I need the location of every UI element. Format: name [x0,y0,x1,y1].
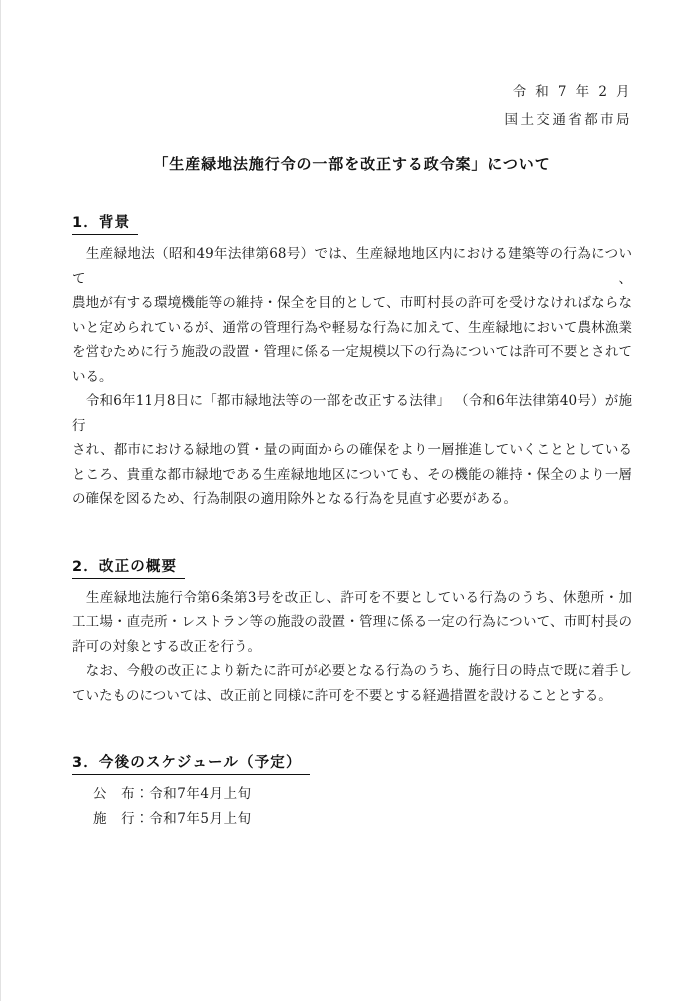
schedule-item: 公 布：令和7年4月上旬 [93,786,252,802]
paragraph-line: され、都市における緑地の質・量の両面からの確保をより一層推進していくこととしている [72,442,632,458]
section-heading-background [72,214,632,235]
section-heading-text: 3．今後のスケジュール（予定） [72,754,310,775]
page-title: 「生産緑地法施行令の一部を改正する政令案」について [153,155,551,173]
schedule-list [72,782,632,831]
paragraph [72,586,632,660]
paragraph-line: いる。 [72,368,113,385]
schedule-item: 施 行：令和7年5月上旬 [93,810,252,827]
paragraph [72,242,632,389]
section-heading-schedule [72,754,632,775]
paragraph-line: 許可の対象とする改正を行う。 [72,638,261,655]
section-amendment-overview-body [72,586,632,709]
section-heading-amendment-overview [72,558,632,579]
paragraph-line: 農地が有する環境機能等の維持・保全を目的として、市町村長の許可を受けなければならな [72,295,632,311]
section-heading-text: 2．改正の概要 [72,558,185,579]
paragraph-line: ていたものについては、改正前と同様に許可を不要とする経過措置を設けることとする。 [72,687,612,704]
paragraph-line: を営むために行う施設の設置・管理に係る一定規模以下の行為については許可不要とされて [72,344,632,360]
date-line: 令 和 7 年 2 月 [512,84,632,100]
paragraph-line: 工工場・直売所・レストラン等の施設の設置・管理に係る一定の行為について、市町村長の [72,614,632,630]
paragraph-line: の確保を図るため、行為制限の適用除外となる行為を見直す必要がある。 [72,491,517,507]
paragraph [72,389,632,512]
paragraph-line: 生産緑地法施行令第6条第3号を改正し、許可を不要としている行為のうち、休憩所・加 [72,589,632,606]
org-line: 国土交通省都市局 [504,112,632,128]
section-heading-text: 1．背景 [72,214,138,235]
paragraph-line: 生産緑地法（昭和49年法律第68号）では、生産緑地地区内における建築等の行為について、 [72,246,632,287]
paragraph-line: なお、今般の改正により新たに許可が必要となる行為のうち、施行日の時点で既に着手し [72,663,632,679]
document-header [72,84,632,128]
paragraph-line: 令和6年11月8日に「都市緑地法等の一部を改正する法律」 （令和6年法律第40号）が施行 [72,393,632,434]
section-background [72,214,632,512]
paragraph-line: ところ、貴重な都市緑地である生産緑地地区についても、その機能の維持・保全のより一層 [72,466,632,483]
paragraph [72,659,632,708]
section-background-body [72,242,632,512]
section-amendment-overview [72,558,632,709]
section-schedule [72,754,632,831]
paragraph-line: いと定められているが、通常の管理行為や軽易な行為に加えて、生産緑地において農林漁業 [72,319,632,336]
